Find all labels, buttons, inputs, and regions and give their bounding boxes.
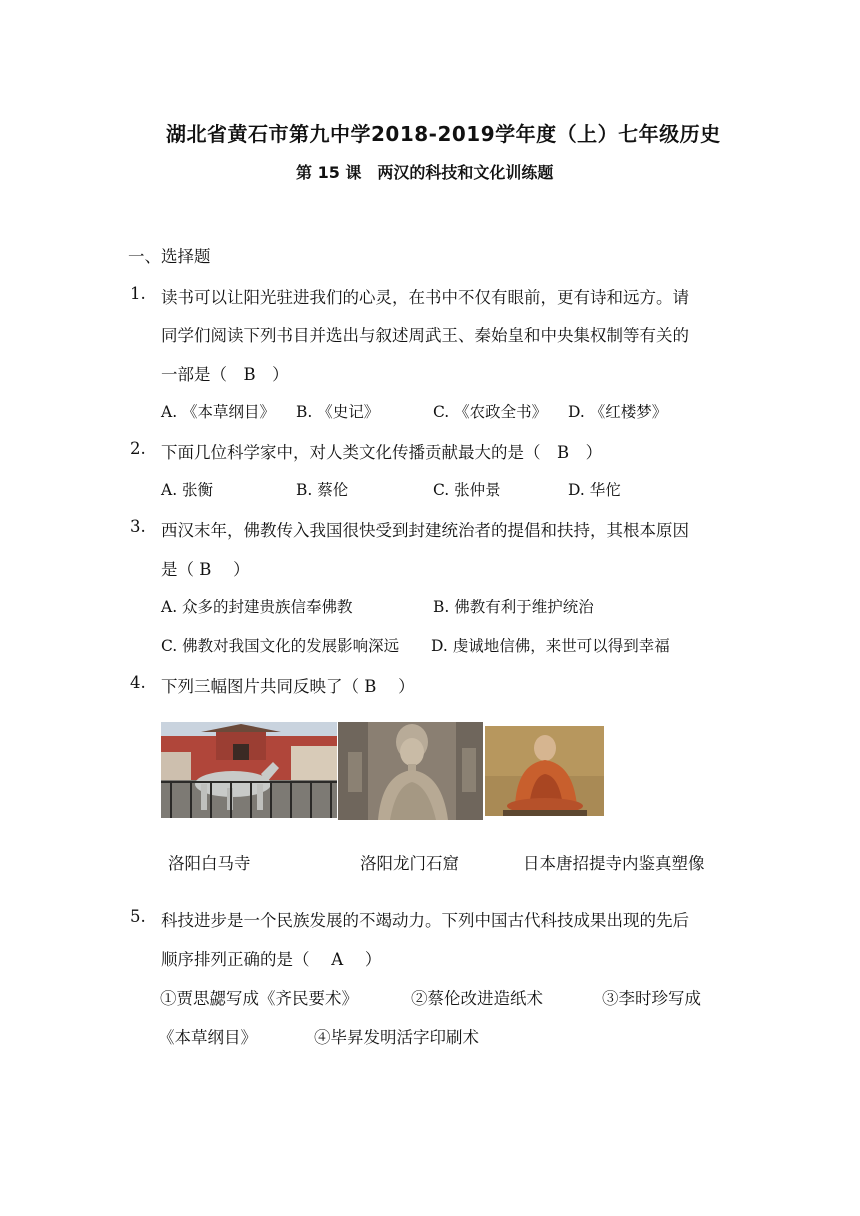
- option-c: C. 张仲景: [433, 481, 501, 499]
- question-text-line: 是（ B ）: [161, 560, 250, 579]
- sequence-item: 《本草纲目》: [158, 1028, 257, 1047]
- option-c: C. 《农政全书》: [433, 403, 548, 421]
- question-text-line: 顺序排列正确的是（ A ）: [161, 950, 382, 969]
- lesson-subtitle: 第 15 课 两汉的科技和文化训练题: [296, 163, 554, 182]
- question-number: 4.: [130, 673, 146, 692]
- question-number: 3.: [130, 517, 146, 536]
- option-b: B. 佛教有利于维护统治: [433, 598, 594, 616]
- option-a: A. 张衡: [161, 481, 214, 499]
- option-b: B. 《史记》: [296, 403, 380, 421]
- question-text-line: 下列三幅图片共同反映了（ B ）: [161, 677, 415, 696]
- question-text-line: 西汉末年，佛教传入我国很快受到封建统治者的提倡和扶持，其根本原因: [161, 521, 689, 540]
- question-number: 5.: [130, 907, 146, 926]
- question-text-line: 下面几位科学家中，对人类文化传播贡献最大的是（ B ）: [161, 443, 603, 462]
- question-text-line: 科技进步是一个民族发展的不竭动力。下列中国古代科技成果出现的先后: [161, 911, 689, 930]
- photo-caption: 洛阳龙门石窟: [360, 854, 459, 873]
- question-number: 2.: [130, 439, 146, 458]
- option-a: A. 众多的封建贵族信奉佛教: [161, 598, 353, 616]
- sequence-item: ④毕昇发明活字印刷术: [314, 1028, 479, 1047]
- option-c: C. 佛教对我国文化的发展影响深远: [161, 637, 400, 655]
- question-text-line: 读书可以让阳光驻进我们的心灵，在书中不仅有眼前，更有诗和远方。请: [161, 288, 689, 307]
- question-number: 1.: [130, 284, 146, 303]
- buddha-statue-photo-icon: [338, 722, 483, 820]
- temple-photo-icon: [161, 722, 337, 818]
- sequence-item: ②蔡伦改进造纸术: [411, 989, 543, 1008]
- option-a: A. 《本草纲目》: [161, 403, 276, 421]
- question-text-line: 同学们阅读下列书目并选出与叙述周武王、秦始皇和中央集权制等有关的: [161, 326, 689, 345]
- section-heading: 一、选择题: [128, 247, 211, 266]
- option-d: D. 虔诚地信佛，来世可以得到幸福: [431, 637, 670, 655]
- option-d: D. 华佗: [568, 481, 621, 499]
- monk-statue-photo-icon: [485, 726, 604, 816]
- question-text-line: 一部是（ B ）: [161, 365, 289, 384]
- option-b: B. 蔡伦: [296, 481, 349, 499]
- sequence-item: ③李时珍写成: [602, 989, 701, 1008]
- sequence-item: ①贾思勰写成《齐民要术》: [160, 989, 358, 1008]
- option-d: D. 《红楼梦》: [568, 403, 668, 421]
- photo-caption: 洛阳白马寺: [168, 854, 251, 873]
- photo-caption: 日本唐招提寺内鉴真塑像: [523, 854, 705, 873]
- page-title: 湖北省黄石市第九中学2018-2019学年度（上）七年级历史: [166, 122, 721, 146]
